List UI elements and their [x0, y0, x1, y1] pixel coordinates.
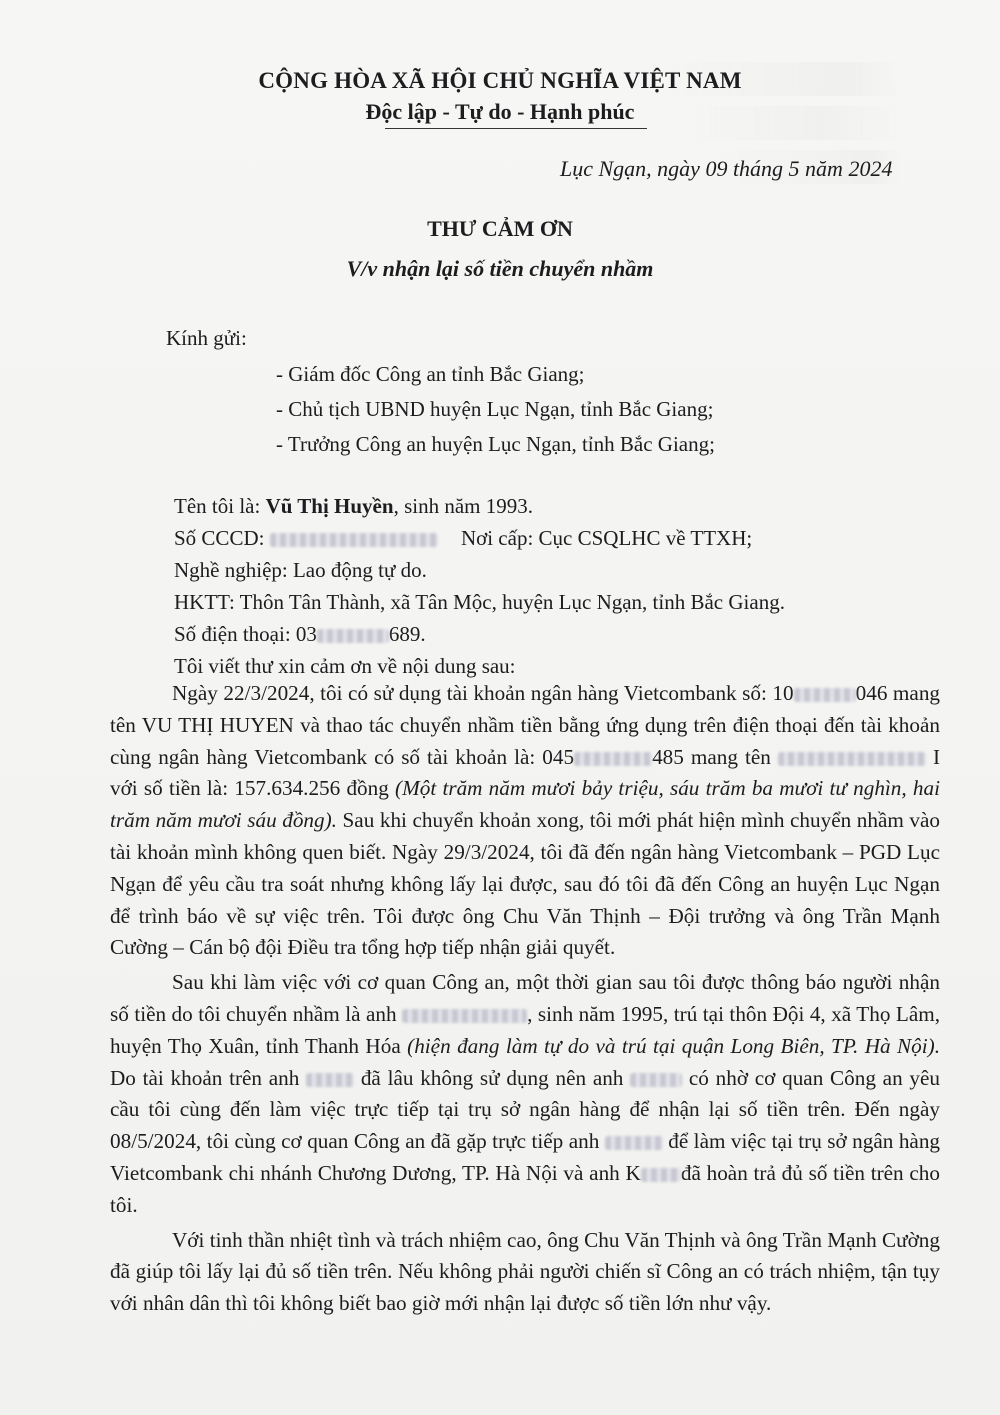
- p1-text-e: Sau khi chuyển khoản xong, tôi mới phát hiện mình chuyển nhầm vào tài khoản mình không quen biết. Ngày 29/3/2024, tôi đã đến ngân hàng Vietcombank – PGD Lục Ngạn để yêu cầu tra soát nhưng không lấy lại được, sau đó tôi đã đến Công an huyện Lục Ngạn để trình báo về sự việc trên. Tôi được ông Chu Văn Thịnh – Đội trưởng và ông Trần Mạnh Cường – Cán bộ đội Điều tra tổng hợp tiếp nhận giải quyết.: [110, 808, 940, 960]
- national-title: CỘNG HÒA XÃ HỘI CHỦ NGHĨA VIỆT NAM: [258, 68, 742, 93]
- intro-line: Tôi viết thư xin cảm ơn về nội dung sau:: [174, 654, 516, 678]
- p2-text-b: , sinh năm 1995, trú tại thôn Đội 4, xã Thọ Lâm, huyện Thọ Xuân, tỉnh Thanh Hóa: [110, 1001, 941, 1058]
- phone-end: 689.: [388, 622, 426, 646]
- paragraph-2: [110, 967, 940, 1221]
- occupation: Nghề nghiệp: Lao động tự do.: [174, 558, 427, 582]
- recipient-list: [276, 357, 715, 462]
- residence: HKTT: Thôn Tân Thành, xã Tân Mộc, huyện Lục Ngạn, tỉnh Bắc Giang.: [174, 590, 785, 614]
- paragraph-3: Với tinh thần nhiệt tình và trách nhiệm cao, ông Chu Văn Thịnh và ông Trần Mạnh Cường đã giúp tôi lấy lại đủ số tiền trên. Nếu không phải người chiến sĩ Công an có trách nhiệm, tận tụy với nhân dân thì tôi không biết bao giờ mới nhận lại được số tiền lớn như vậy.: [110, 1227, 940, 1316]
- id-label: Số CCCD:: [174, 526, 270, 550]
- paragraph-1: [110, 678, 940, 964]
- motto-underline: [385, 128, 647, 129]
- redacted-name: [630, 1073, 682, 1087]
- recipient-item: - Trưởng Công an huyện Lục Ngạn, tỉnh Bắc Giang;: [276, 432, 715, 456]
- sender-info: [174, 490, 785, 682]
- p2-text-e: có nhờ cơ quan Công an yêu cầu tôi cùng đến làm việc trực tiếp tại trụ sở ngân hàng để nhận lại số tiền trên. Đến ngày 08/5/2024, tôi cùng cơ quan Công an đã gặp trực tiếp anh: [110, 1065, 941, 1154]
- name-label: Tên tôi là:: [174, 494, 266, 518]
- recipient-item: - Giám đốc Công an tỉnh Bắc Giang;: [276, 362, 585, 386]
- sender-name: Vũ Thị Huyền: [265, 494, 394, 518]
- p2-current-residence: (hiện đang làm tự do và trú tại quận Long Biên, TP. Hà Nội).: [407, 1033, 940, 1058]
- phone-label: Số điện thoại: 03: [174, 622, 317, 646]
- sender-name-line: [174, 490, 785, 522]
- phone-line: [174, 618, 785, 650]
- redacted-name: [402, 1009, 527, 1023]
- p2-text-a: Sau khi làm việc với cơ quan Công an, một thời gian sau tôi được thông báo người nhận số tiền do tôi chuyển nhầm là anh: [110, 970, 940, 1026]
- redacted-id: [270, 533, 438, 547]
- p2-text-g: đã hoàn trả đủ số tiền trên cho tôi.: [110, 1160, 940, 1217]
- p1-text-d: I với số tiền là: 157.634.256 đồng: [110, 744, 941, 801]
- letter-title: THƯ CẢM ƠN: [427, 216, 573, 241]
- place-date: Lục Ngạn, ngày 09 tháng 5 năm 2024: [560, 156, 893, 181]
- redacted-account: [794, 688, 856, 702]
- p1-text-a: Ngày 22/3/2024, tôi có sử dụng tài khoản ngân hàng Vietcombank số: 10: [172, 681, 794, 705]
- p1-amount-words: (Một trăm năm mươi bảy triệu, sáu trăm ba mươi tư nghìn, hai trăm năm mươi sáu đồng).: [110, 776, 940, 833]
- issued-by: Nơi cấp: Cục CSQLHC về TTXH;: [460, 526, 753, 550]
- p2-text-f: để làm việc tại trụ sở ngân hàng Vietcombank chi nhánh Chương Dương, TP. Hà Nội và anh K: [110, 1129, 941, 1185]
- p2-text-c: Do tài khoản trên anh: [110, 1065, 300, 1090]
- redacted-name: [778, 752, 926, 766]
- id-line: [174, 522, 785, 554]
- recipient-item: - Chủ tịch UBND huyện Lục Ngạn, tỉnh Bắc Giang;: [276, 397, 714, 421]
- letter-subject: V/v nhận lại số tiền chuyển nhầm: [346, 256, 654, 281]
- motto: Độc lập - Tự do - Hạnh phúc: [365, 99, 635, 124]
- greeting: Kính gửi:: [166, 326, 247, 350]
- p2-text-d: đã lâu không sử dụng nên anh: [354, 1065, 624, 1090]
- redacted-phone: [317, 629, 389, 643]
- redacted-name: [306, 1073, 354, 1087]
- redacted-account: [574, 752, 652, 766]
- redacted-name: [605, 1136, 663, 1150]
- p1-text-b: 046 mang tên VU THỊ HUYEN và thao tác chuyển nhầm tiền bằng ứng dụng trên điện thoại đến tài khoản cùng ngân hàng Vietcombank có số tài khoản là: 045: [110, 681, 941, 769]
- letter-body: [110, 678, 940, 1320]
- redacted-name: [641, 1168, 681, 1182]
- p1-text-c: 485 mang tên: [652, 744, 771, 769]
- birth-year: , sinh năm 1993.: [393, 494, 533, 518]
